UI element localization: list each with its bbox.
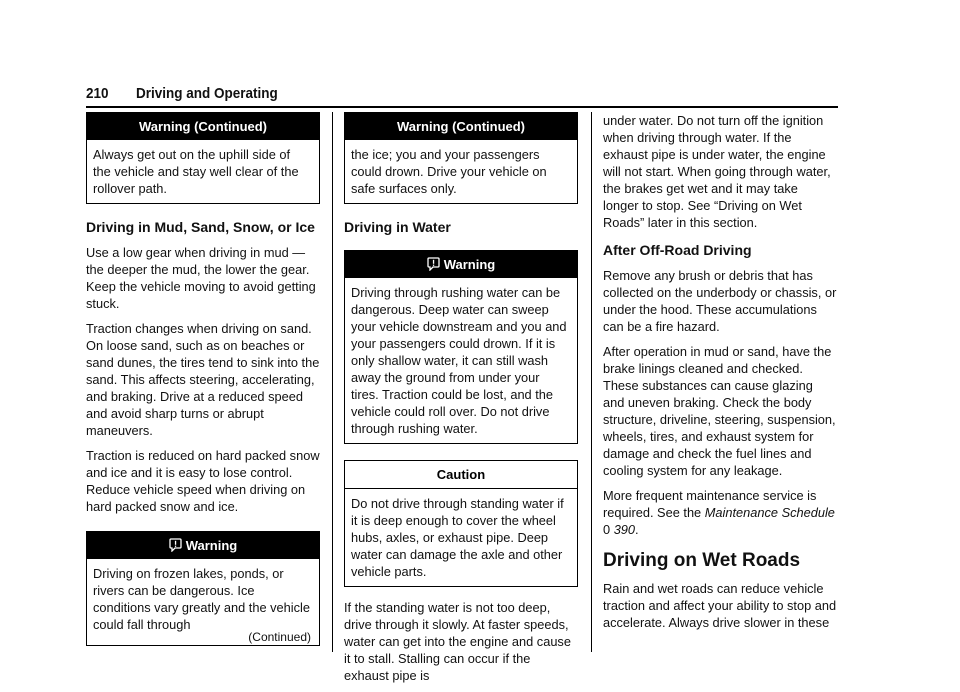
warning-continued-box bbox=[86, 112, 320, 204]
warning-continued-text: Always get out on the uphill side of the vehicle and stay well clear of the rollover path. bbox=[93, 147, 299, 196]
paragraph: Use a low gear when driving in mud — the deeper the mud, the lower the gear. Keep the vehicle moving to avoid getting stuck. bbox=[86, 245, 316, 311]
continued-label: (Continued) bbox=[248, 630, 311, 644]
page-number: 210 bbox=[86, 85, 109, 102]
section-heading: Driving in Mud, Sand, Snow, or Ice bbox=[86, 219, 315, 235]
warning-text: Driving on frozen lakes, ponds, or rivers can be dangerous. Ice conditions vary greatly and the vehicle could fall through bbox=[93, 566, 310, 632]
paragraph: Remove any brush or debris that has collected on the underbody or chassis, or under the hood. These accumulations can be a fire hazard. bbox=[603, 268, 837, 334]
section-title: Driving and Operating bbox=[136, 85, 278, 102]
section-heading: After Off-Road Driving bbox=[603, 242, 752, 258]
caution-text: Do not drive through standing water if it is deep enough to cover the wheel hubs, axles, or exhaust pipe. Deep water can damage the axle and other vehicle parts. bbox=[351, 496, 564, 579]
warning-continued-box bbox=[344, 112, 578, 204]
paragraph: Traction is reduced on hard packed snow and ice and it is easy to lose control. Reduce vehicle speed when driving on hard packed snow and ice. bbox=[86, 448, 320, 514]
paragraph: under water. Do not turn off the ignition when driving through water. If the exhaust pipe is under water, the engine will not start. When going through water, the brakes get wet and it may take longer to stop. See “Driving on Wet Roads” later in this section. bbox=[603, 113, 831, 230]
warning-header bbox=[345, 251, 577, 278]
paragraph-text: More frequent maintenance service is required. See the bbox=[603, 488, 817, 520]
caution-title: Caution bbox=[345, 461, 577, 489]
warning-box bbox=[344, 250, 578, 444]
section-heading: Driving in Water bbox=[344, 219, 451, 235]
page-ref-number[interactable]: 390 bbox=[613, 522, 636, 537]
page-ref-icon: 0 bbox=[603, 522, 611, 537]
warning-continued-text: the ice; you and your passengers could drown. Drive your vehicle on safe surfaces only. bbox=[351, 147, 547, 196]
page-header bbox=[86, 84, 838, 108]
warning-text: Driving through rushing water can be dangerous. Deep water can sweep your vehicle downstream and you and your passengers could drown. If it is only shallow water, it can still wash away the ground from under your tires. Traction could be lost, and the vehicle could roll over. Do not drive through rushing water. bbox=[351, 285, 567, 436]
warning-continued-title: Warning (Continued) bbox=[87, 113, 319, 140]
warning-header bbox=[87, 532, 319, 559]
period: . bbox=[635, 522, 639, 537]
warning-continued-title: Warning (Continued) bbox=[345, 113, 577, 140]
paragraph bbox=[603, 487, 837, 538]
paragraph: If the standing water is not too deep, drive through it slowly. At faster speeds, water can get into the engine and cause it to stall. Stalling can occur if the exhaust pipe is bbox=[344, 600, 571, 683]
column-1 bbox=[86, 112, 320, 658]
paragraph: Rain and wet roads can reduce vehicle traction and affect your ability to stop and accelerate. Always drive slower in these bbox=[603, 581, 837, 630]
warning-title: Warning bbox=[185, 538, 238, 553]
column-divider bbox=[591, 112, 592, 652]
paragraph: After operation in mud or sand, have the brake linings cleaned and checked. These substances can cause glazing and uneven braking. Check the body structure, driveline, steering, suspension, wheels, tires, and exhaust system for damage and check the fuel lines and cooling system for any leakage. bbox=[603, 344, 836, 478]
warning-title: Warning bbox=[443, 257, 496, 272]
column-2 bbox=[344, 112, 578, 692]
warning-icon bbox=[169, 538, 182, 552]
section-heading-large: Driving on Wet Roads bbox=[603, 550, 801, 571]
paragraph: Traction changes when driving on sand. On loose sand, such as on beaches or sand dunes, the tires tend to sink into the sand. This affects steering, accelerating, and braking. Drive at a reduced speed and avoid sharp turns or abrupt maneuvers. bbox=[86, 321, 320, 438]
warning-box bbox=[86, 531, 320, 646]
maintenance-schedule-link[interactable]: Maintenance Schedule bbox=[704, 505, 835, 520]
warning-icon bbox=[427, 257, 440, 271]
caution-box bbox=[344, 460, 578, 587]
column-3 bbox=[603, 112, 837, 639]
column-divider bbox=[332, 112, 333, 652]
